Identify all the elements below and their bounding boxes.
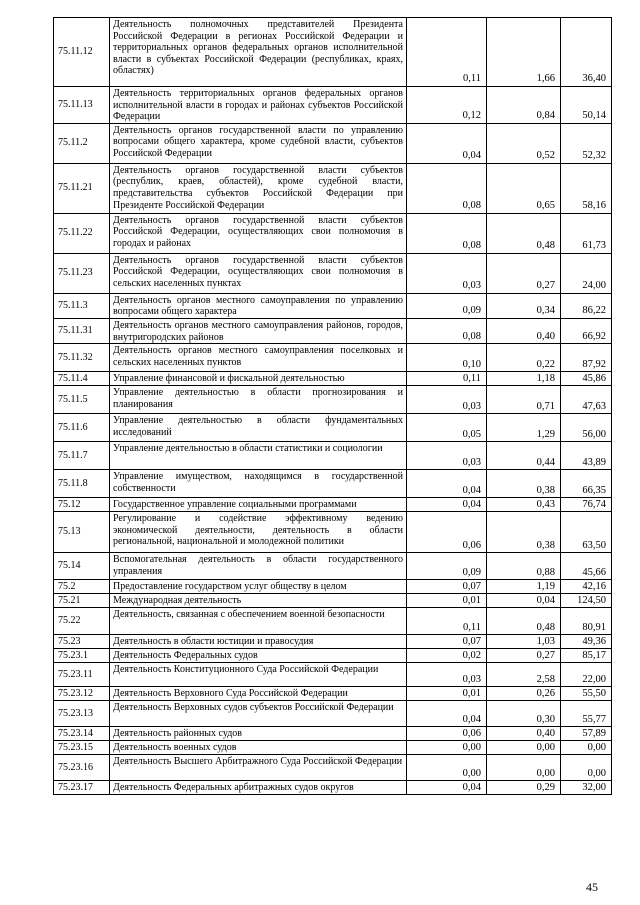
description-cell: Деятельность органов местного самоуправления районов, городов, внутригородских районов xyxy=(110,318,407,343)
value-2-cell: 0,40 xyxy=(487,727,561,741)
description-cell: Деятельность органов местного самоуправления поселковых и сельских населенных пунктов xyxy=(110,344,407,372)
table-row xyxy=(54,213,612,253)
description-cell: Деятельность Федеральных арбитражных судов округов xyxy=(110,781,407,795)
value-2-cell: 0,88 xyxy=(487,553,561,580)
value-1-cell: 0,09 xyxy=(407,553,487,580)
value-3-cell: 36,40 xyxy=(561,18,612,87)
value-3-cell: 124,50 xyxy=(561,594,612,608)
value-3-cell: 22,00 xyxy=(561,663,612,687)
table-row xyxy=(54,781,612,795)
table-body xyxy=(54,18,612,795)
value-1-cell: 0,04 xyxy=(407,123,487,163)
table-row xyxy=(54,163,612,213)
value-3-cell: 47,63 xyxy=(561,386,612,414)
value-1-cell: 0,09 xyxy=(407,293,487,318)
value-1-cell: 0,01 xyxy=(407,687,487,701)
value-3-cell: 45,66 xyxy=(561,553,612,580)
value-3-cell: 61,73 xyxy=(561,213,612,253)
description-cell: Деятельность органов государственной власти по управлению вопросами общего характера, кроме судебной власти, субъектов Российской Федерации xyxy=(110,123,407,163)
value-1-cell: 0,04 xyxy=(407,701,487,727)
value-1-cell: 0,04 xyxy=(407,498,487,512)
table-row xyxy=(54,580,612,594)
value-1-cell: 0,08 xyxy=(407,213,487,253)
code-cell: 75.23 xyxy=(54,635,110,649)
value-3-cell: 52,32 xyxy=(561,123,612,163)
value-2-cell: 0,40 xyxy=(487,318,561,343)
table-row xyxy=(54,386,612,414)
value-2-cell: 0,65 xyxy=(487,163,561,213)
table-row xyxy=(54,18,612,87)
table-row xyxy=(54,470,612,498)
value-1-cell: 0,07 xyxy=(407,635,487,649)
code-cell: 75.11.6 xyxy=(54,414,110,442)
value-3-cell: 24,00 xyxy=(561,253,612,293)
code-cell: 75.11.5 xyxy=(54,386,110,414)
value-1-cell: 0,03 xyxy=(407,663,487,687)
table-row xyxy=(54,344,612,372)
description-cell: Деятельность Конституционного Суда Российской Федерации xyxy=(110,663,407,687)
value-2-cell: 1,18 xyxy=(487,372,561,386)
table-row xyxy=(54,372,612,386)
value-2-cell: 0,71 xyxy=(487,386,561,414)
value-2-cell: 0,27 xyxy=(487,649,561,663)
code-cell: 75.23.15 xyxy=(54,741,110,755)
description-cell: Управление деятельностью в области статистики и социологии xyxy=(110,442,407,470)
value-3-cell: 85,17 xyxy=(561,649,612,663)
table-row xyxy=(54,293,612,318)
code-cell: 75.23.1 xyxy=(54,649,110,663)
value-3-cell: 49,36 xyxy=(561,635,612,649)
code-cell: 75.11.23 xyxy=(54,253,110,293)
code-cell: 75.11.3 xyxy=(54,293,110,318)
table-row xyxy=(54,687,612,701)
code-cell: 75.11.7 xyxy=(54,442,110,470)
value-3-cell: 58,16 xyxy=(561,163,612,213)
table-row xyxy=(54,498,612,512)
value-1-cell: 0,11 xyxy=(407,18,487,87)
description-cell: Деятельность военных судов xyxy=(110,741,407,755)
value-3-cell: 55,77 xyxy=(561,701,612,727)
table-row xyxy=(54,608,612,635)
value-3-cell: 87,92 xyxy=(561,344,612,372)
value-2-cell: 0,34 xyxy=(487,293,561,318)
code-cell: 75.11.32 xyxy=(54,344,110,372)
value-1-cell: 0,06 xyxy=(407,727,487,741)
value-1-cell: 0,03 xyxy=(407,386,487,414)
value-2-cell: 0,04 xyxy=(487,594,561,608)
code-cell: 75.23.16 xyxy=(54,755,110,781)
code-cell: 75.2 xyxy=(54,580,110,594)
code-cell: 75.13 xyxy=(54,512,110,553)
value-3-cell: 66,92 xyxy=(561,318,612,343)
description-cell: Вспомогательная деятельность в области государственного управления xyxy=(110,553,407,580)
code-cell: 75.23.12 xyxy=(54,687,110,701)
description-cell: Государственное управление социальными программами xyxy=(110,498,407,512)
description-cell: Международная деятельность xyxy=(110,594,407,608)
table-row xyxy=(54,663,612,687)
value-2-cell: 1,29 xyxy=(487,414,561,442)
value-1-cell: 0,11 xyxy=(407,608,487,635)
value-2-cell: 0,44 xyxy=(487,442,561,470)
code-cell: 75.23.13 xyxy=(54,701,110,727)
code-cell: 75.11.12 xyxy=(54,18,110,87)
code-cell: 75.11.21 xyxy=(54,163,110,213)
value-3-cell: 43,89 xyxy=(561,442,612,470)
value-2-cell: 0,43 xyxy=(487,498,561,512)
table-row xyxy=(54,414,612,442)
table-row xyxy=(54,553,612,580)
value-1-cell: 0,08 xyxy=(407,163,487,213)
value-2-cell: 1,03 xyxy=(487,635,561,649)
value-2-cell: 0,22 xyxy=(487,344,561,372)
description-cell: Деятельность, связанная с обеспечением военной безопасности xyxy=(110,608,407,635)
value-3-cell: 76,74 xyxy=(561,498,612,512)
value-1-cell: 0,04 xyxy=(407,470,487,498)
value-1-cell: 0,05 xyxy=(407,414,487,442)
table-row xyxy=(54,87,612,124)
table-row xyxy=(54,701,612,727)
value-1-cell: 0,04 xyxy=(407,781,487,795)
value-3-cell: 66,35 xyxy=(561,470,612,498)
value-2-cell: 0,48 xyxy=(487,213,561,253)
value-2-cell: 1,19 xyxy=(487,580,561,594)
code-cell: 75.14 xyxy=(54,553,110,580)
value-2-cell: 0,52 xyxy=(487,123,561,163)
value-1-cell: 0,02 xyxy=(407,649,487,663)
value-2-cell: 0,00 xyxy=(487,755,561,781)
value-1-cell: 0,06 xyxy=(407,512,487,553)
code-cell: 75.12 xyxy=(54,498,110,512)
table-row xyxy=(54,741,612,755)
table-row xyxy=(54,727,612,741)
description-cell: Деятельность полномочных представителей Президента Российской Федерации в регионах Российской Федерации и территориальных органов федеральных органов исполнительной власти в субъектах Российской Федерации (республиках, краях, областях) xyxy=(110,18,407,87)
table-row xyxy=(54,635,612,649)
value-3-cell: 0,00 xyxy=(561,755,612,781)
value-2-cell: 0,84 xyxy=(487,87,561,124)
value-1-cell: 0,07 xyxy=(407,580,487,594)
value-2-cell: 0,26 xyxy=(487,687,561,701)
value-2-cell: 0,29 xyxy=(487,781,561,795)
value-3-cell: 63,50 xyxy=(561,512,612,553)
description-cell: Деятельность Высшего Арбитражного Суда Российской Федерации xyxy=(110,755,407,781)
value-1-cell: 0,10 xyxy=(407,344,487,372)
okved-table xyxy=(53,17,612,795)
value-3-cell: 32,00 xyxy=(561,781,612,795)
value-1-cell: 0,03 xyxy=(407,253,487,293)
code-cell: 75.11.8 xyxy=(54,470,110,498)
value-1-cell: 0,03 xyxy=(407,442,487,470)
value-3-cell: 0,00 xyxy=(561,741,612,755)
value-2-cell: 0,48 xyxy=(487,608,561,635)
table-row xyxy=(54,755,612,781)
code-cell: 75.11.22 xyxy=(54,213,110,253)
value-2-cell: 0,38 xyxy=(487,512,561,553)
description-cell: Управление имуществом, находящимся в государственной собственности xyxy=(110,470,407,498)
description-cell: Деятельность районных судов xyxy=(110,727,407,741)
value-2-cell: 2,58 xyxy=(487,663,561,687)
code-cell: 75.23.14 xyxy=(54,727,110,741)
description-cell: Деятельность органов государственной власти субъектов Российской Федерации, осуществляющих свои полномочия в городах и районах xyxy=(110,213,407,253)
table-row xyxy=(54,649,612,663)
value-1-cell: 0,01 xyxy=(407,594,487,608)
description-cell: Деятельность органов государственной власти субъектов Российской Федерации, осуществляющих свои полномочия в сельских населенных пунктах xyxy=(110,253,407,293)
value-2-cell: 1,66 xyxy=(487,18,561,87)
value-1-cell: 0,00 xyxy=(407,755,487,781)
description-cell: Регулирование и содействие эффективному ведению экономической деятельности, деятельность в области региональной, национальной и молодежной политики xyxy=(110,512,407,553)
table-row xyxy=(54,123,612,163)
value-3-cell: 42,16 xyxy=(561,580,612,594)
value-3-cell: 57,89 xyxy=(561,727,612,741)
page-number: 45 xyxy=(586,880,598,894)
description-cell: Деятельность Верховных судов субъектов Российской Федерации xyxy=(110,701,407,727)
description-cell: Управление деятельностью в области прогнозирования и планирования xyxy=(110,386,407,414)
table-row xyxy=(54,594,612,608)
value-3-cell: 55,50 xyxy=(561,687,612,701)
value-3-cell: 80,91 xyxy=(561,608,612,635)
code-cell: 75.23.11 xyxy=(54,663,110,687)
code-cell: 75.11.2 xyxy=(54,123,110,163)
value-2-cell: 0,27 xyxy=(487,253,561,293)
description-cell: Деятельность территориальных органов федеральных органов исполнительной власти в городах и районах субъектов Российской Федерации xyxy=(110,87,407,124)
table-row xyxy=(54,442,612,470)
code-cell: 75.11.13 xyxy=(54,87,110,124)
table-row xyxy=(54,253,612,293)
description-cell: Деятельность Верховного Суда Российской Федерации xyxy=(110,687,407,701)
value-3-cell: 45,86 xyxy=(561,372,612,386)
code-cell: 75.22 xyxy=(54,608,110,635)
value-1-cell: 0,11 xyxy=(407,372,487,386)
value-2-cell: 0,30 xyxy=(487,701,561,727)
value-2-cell: 0,00 xyxy=(487,741,561,755)
description-cell: Деятельность органов государственной власти субъектов (республик, краев, областей), кроме судебной власти, представительства субъектов Российской Федерации при Президенте Российской Федерации xyxy=(110,163,407,213)
description-cell: Управление деятельностью в области фундаментальных исследований xyxy=(110,414,407,442)
value-1-cell: 0,08 xyxy=(407,318,487,343)
value-3-cell: 50,14 xyxy=(561,87,612,124)
description-cell: Деятельность в области юстиции и правосудия xyxy=(110,635,407,649)
value-3-cell: 56,00 xyxy=(561,414,612,442)
description-cell: Деятельность органов местного самоуправления по управлению вопросами общего характера xyxy=(110,293,407,318)
table-row xyxy=(54,512,612,553)
description-cell: Управление финансовой и фискальной деятельностью xyxy=(110,372,407,386)
value-3-cell: 86,22 xyxy=(561,293,612,318)
code-cell: 75.21 xyxy=(54,594,110,608)
code-cell: 75.23.17 xyxy=(54,781,110,795)
code-cell: 75.11.4 xyxy=(54,372,110,386)
description-cell: Деятельность Федеральных судов xyxy=(110,649,407,663)
code-cell: 75.11.31 xyxy=(54,318,110,343)
value-1-cell: 0,12 xyxy=(407,87,487,124)
value-2-cell: 0,38 xyxy=(487,470,561,498)
description-cell: Предоставление государством услуг обществу в целом xyxy=(110,580,407,594)
table-row xyxy=(54,318,612,343)
value-1-cell: 0,00 xyxy=(407,741,487,755)
